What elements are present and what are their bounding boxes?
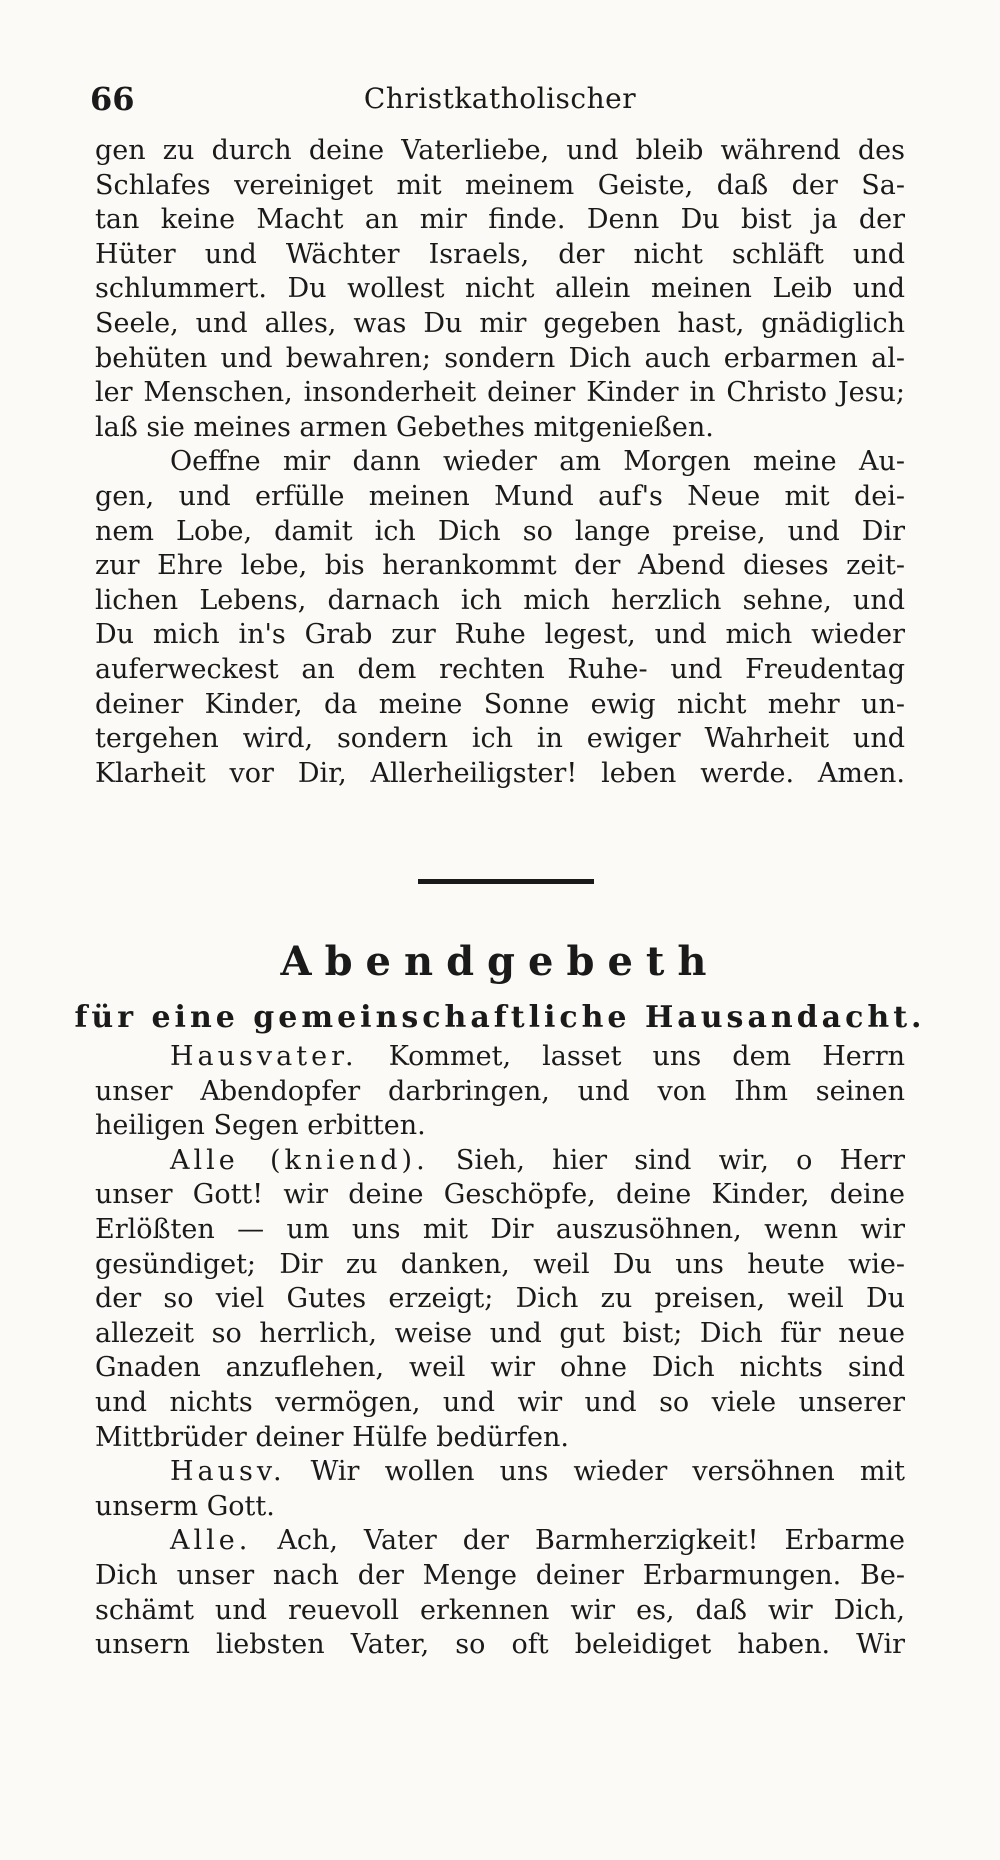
text-line: zur Ehre lebe, bis herankommt der Abend dieses zeit- [95,550,905,582]
text-line: ler Menschen, insonderheit deiner Kinder in Christo Jesu; [95,377,905,409]
text-line [95,1524,905,1559]
text-line: Gnaden anzuflehen, weil wir ohne Dich nichts sind [95,1352,905,1384]
text-line: Erlößten — um uns mit Dir auszusöhnen, wenn wir [95,1213,905,1245]
text-line: und nichts vermögen, und wir und so viele unserer [95,1386,905,1418]
prayer-continuation [95,134,905,791]
text-line: Seele, und alles, was Du mir gegeben hast, gnädiglich [95,307,905,339]
page-header [80,80,920,120]
text-line: Du mich in's Grab zur Ruhe legest, und mich wieder [95,619,905,651]
running-head: Christkatholischer [363,82,637,115]
text-line [95,1040,905,1075]
text-line: tergehen wird, sondern ich in ewiger Wahrheit und [95,723,905,755]
text-line: unserm Gott. [95,1490,275,1522]
text-line: auferweckest an dem rechten Ruhe- und Freudentag [95,653,905,685]
text-line: lichen Lebens, darnach ich mich herzlich sehne, und [95,584,905,616]
section-subtitle: für eine gemeinschaftliche Hausandacht. [74,1000,926,1035]
text-line: heiligen Segen erbitten. [95,1110,426,1142]
text-line [95,1455,905,1490]
text-line [95,1144,905,1179]
text-line: Dich unser nach der Menge deiner Erbarmungen. Be- [95,1559,905,1591]
text-line: Schlafes vereiniget mit meinem Geiste, daß der Sa- [95,169,905,201]
text-line: behüten und bewahren; sondern Dich auch erbarmen al- [95,342,905,374]
page-number: 66 [90,80,135,118]
section-divider [418,879,594,884]
text-line: schämt und reuevoll erkennen wir es, daß wir Dich, [95,1594,905,1626]
text-line: nem Lobe, damit ich Dich so lange preise, und Dir [95,515,905,547]
text-line: allezeit so herrlich, weise und gut bist; Dich für neue [95,1317,905,1349]
text-line: Klarheit vor Dir, Allerheiligster! leben werde. Amen. [95,757,905,789]
text-line: gesündiget; Dir zu danken, weil Du uns heute wie- [95,1248,905,1280]
line-text: Sieh, hier sind wir, o Herr [455,1144,905,1176]
section-title: Abendgebeth [280,938,720,985]
speaker-label: Hausvater. [170,1041,358,1072]
text-line: Hüter und Wächter Israels, der nicht schläft und [95,238,905,270]
text-line: laß sie meines armen Gebethes mitgenießen. [95,411,714,443]
text-line: unser Gott! wir deine Geschöpfe, deine Kinder, deine [95,1179,905,1211]
text-line: gen zu durch deine Vaterliebe, und bleib während des [95,135,905,166]
text-line: unsern liebsten Vater, so oft beleidiget haben. Wir [95,1629,905,1661]
speaker-label: Hausv. [170,1456,286,1488]
text-line: tan keine Macht an mir finde. Denn Du bist ja der [95,204,905,236]
text-line: gen, und erfülle meinen Mund auf's Neue mit dei- [95,480,905,512]
line-text: Wir wollen uns wieder versöhnen mit [310,1456,905,1488]
speaker-label: Alle (kniend). [170,1144,429,1176]
text-line: unser Abendopfer darbringen, und von Ihm seinen [95,1075,905,1107]
text-line: deiner Kinder, da meine Sonne ewig nicht mehr un- [95,688,905,720]
text-line: der so viel Gutes erzeigt; Dich zu preisen, weil Du [95,1283,905,1315]
speaker-label: Alle. [170,1525,252,1557]
evening-prayer-text [95,1040,905,1663]
text-line: Oeffne mir dann wieder am Morgen meine Au- [170,446,905,478]
text-line: Mittbrüder deiner Hülfe bedürfen. [95,1421,569,1453]
line-text: Ach, Vater der Barmherzigkeit! Erbarme [277,1525,905,1557]
text-line: schlummert. Du wollest nicht allein meinen Leib und [95,273,905,305]
line-text: Kommet, lasset uns dem Herrn [388,1041,905,1072]
